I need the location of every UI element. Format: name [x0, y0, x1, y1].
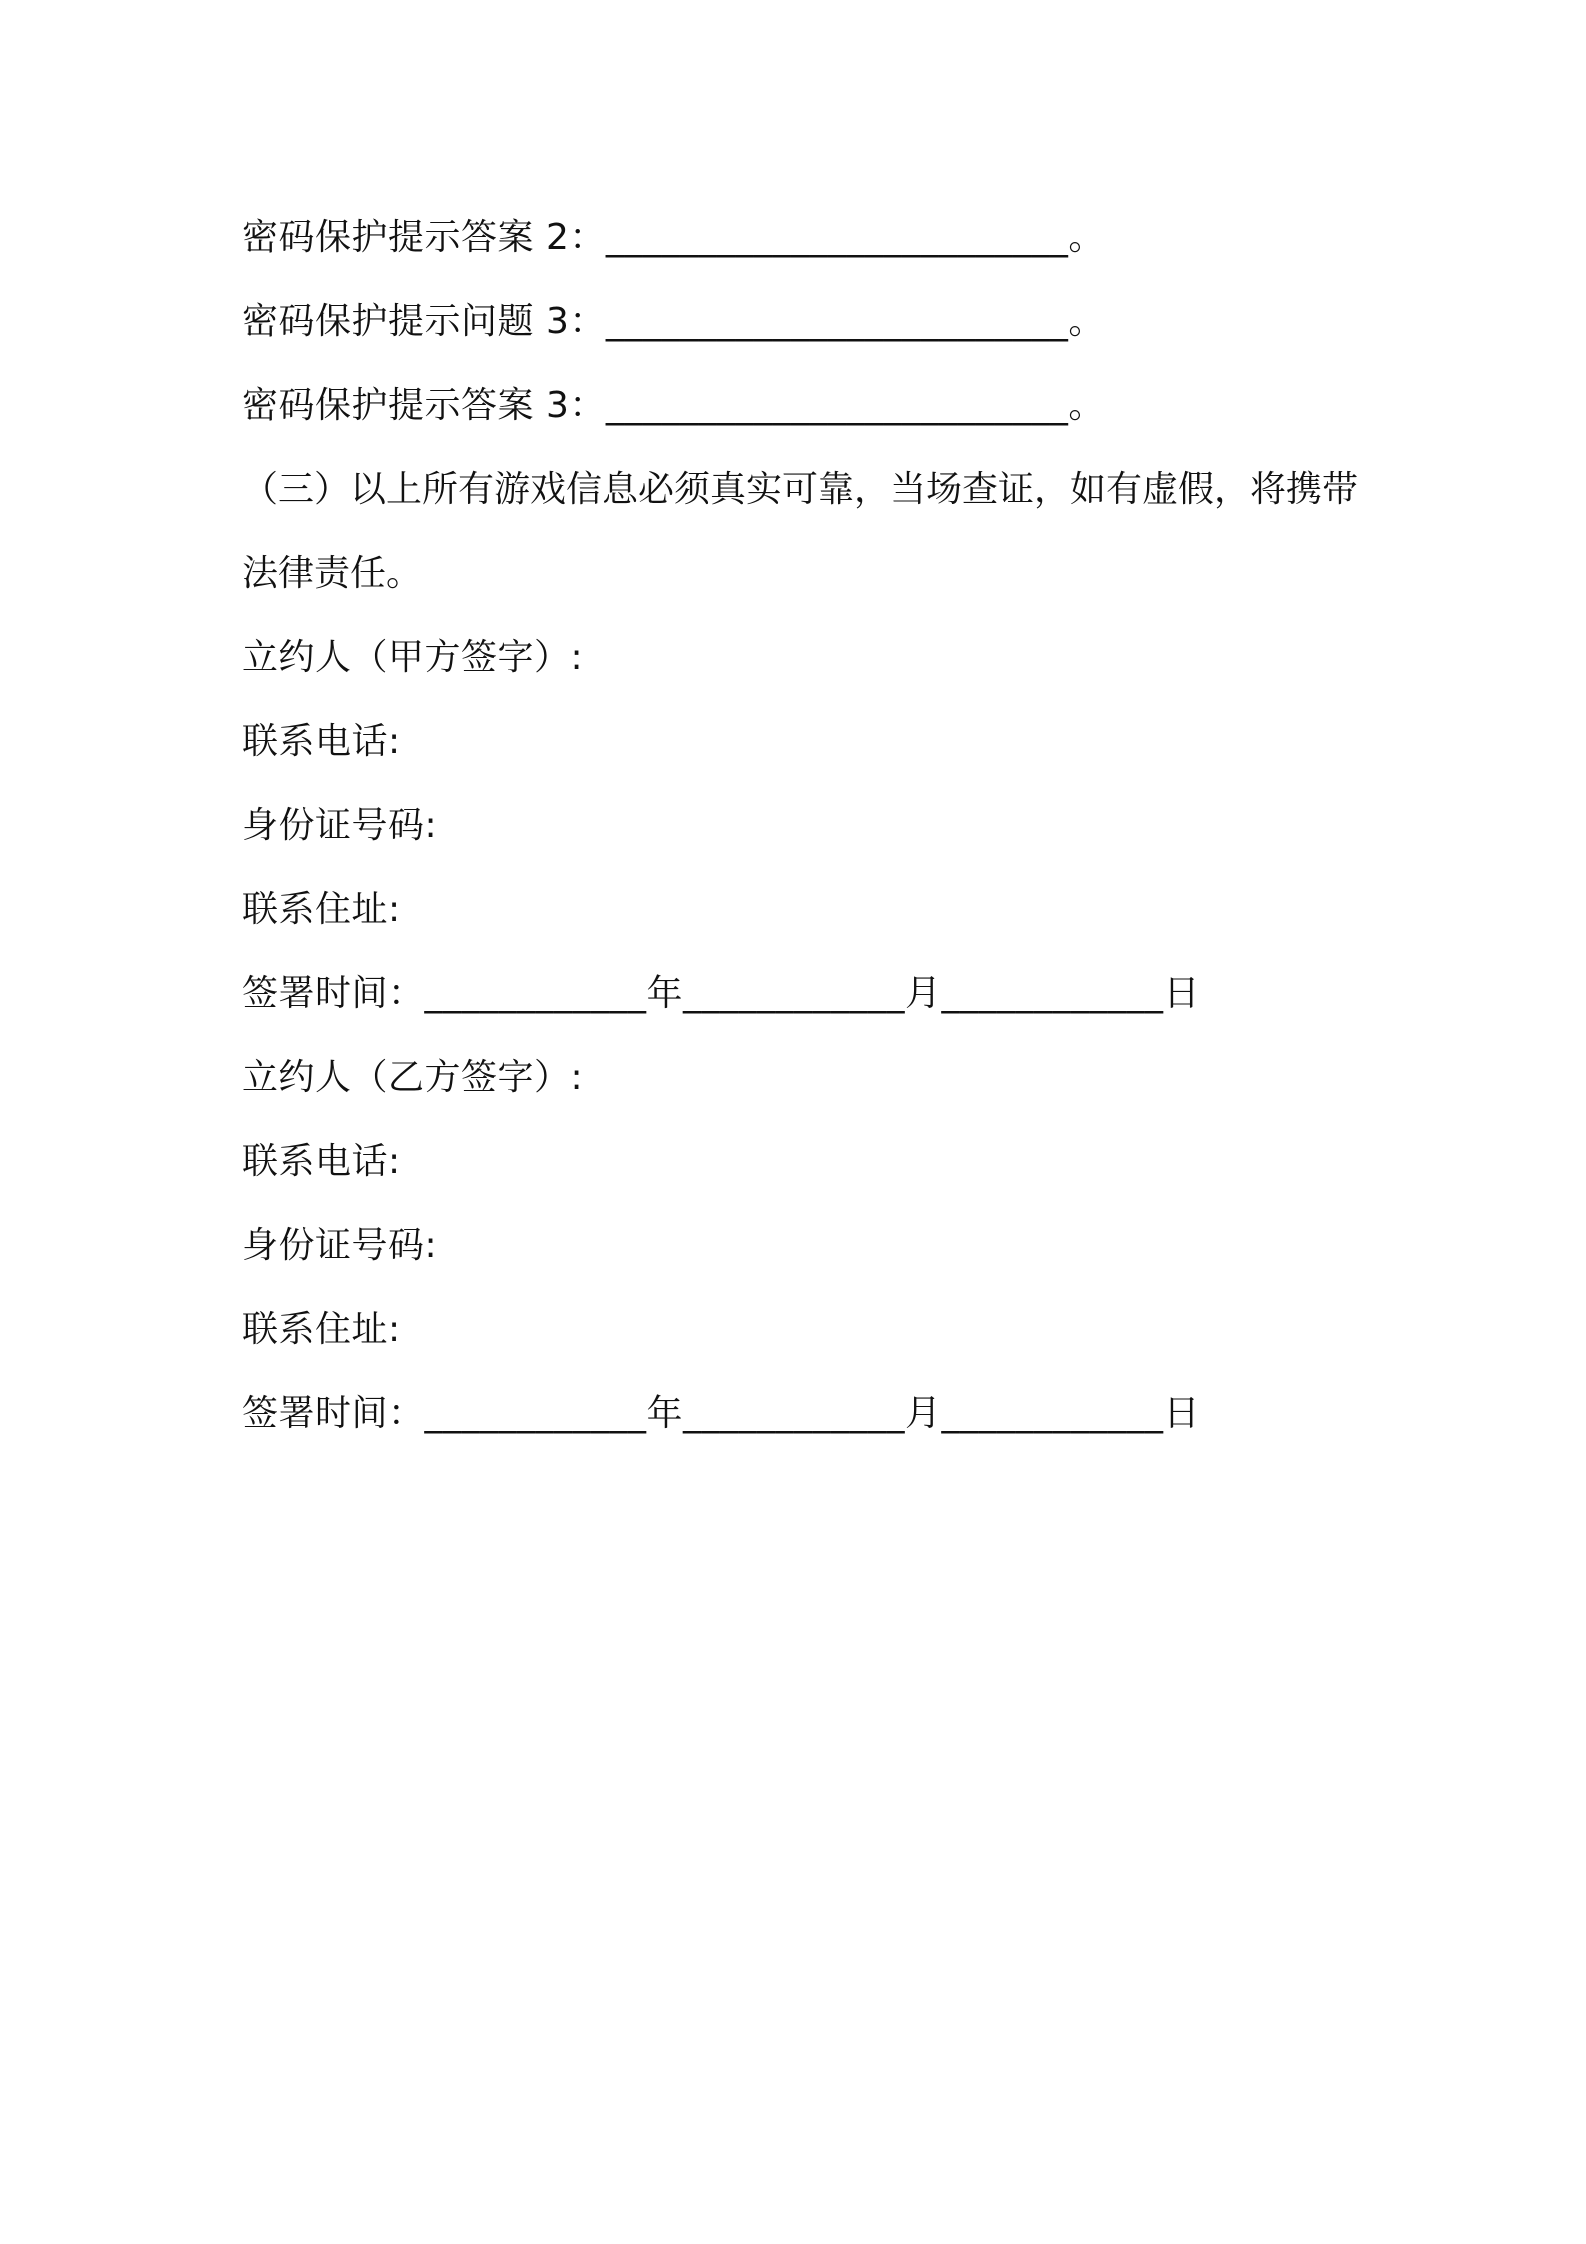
party-a-sign-date: 签署时间：____________年____________月____________日: [242, 973, 1201, 1014]
party-a-phone-label: 联系电话:: [242, 721, 401, 762]
party-b-signer-label: 立约人（乙方签字）:: [242, 1057, 584, 1098]
party-a-id-label: 身份证号码:: [242, 805, 438, 846]
party-b-address-label: 联系住址:: [242, 1309, 401, 1350]
party-a-signer-label: 立约人（甲方签字）:: [242, 637, 584, 678]
password-question-3: 密码保护提示问题 3：_________________________。: [242, 301, 1105, 342]
party-a-address-label: 联系住址:: [242, 889, 401, 930]
password-answer-2: 密码保护提示答案 2：_________________________。: [242, 217, 1105, 258]
party-b-id-label: 身份证号码:: [242, 1225, 438, 1266]
document-body: [242, 196, 1362, 1456]
password-answer-3: 密码保护提示答案 3：_________________________。: [242, 385, 1105, 426]
party-b-sign-date: 签署时间：____________年____________月____________日: [242, 1393, 1201, 1434]
party-b-phone-label: 联系电话:: [242, 1141, 401, 1182]
clause-three: （三）以上所有游戏信息必须真实可靠，当场查证，如有虚假，将携带法律责任。: [242, 469, 1359, 594]
